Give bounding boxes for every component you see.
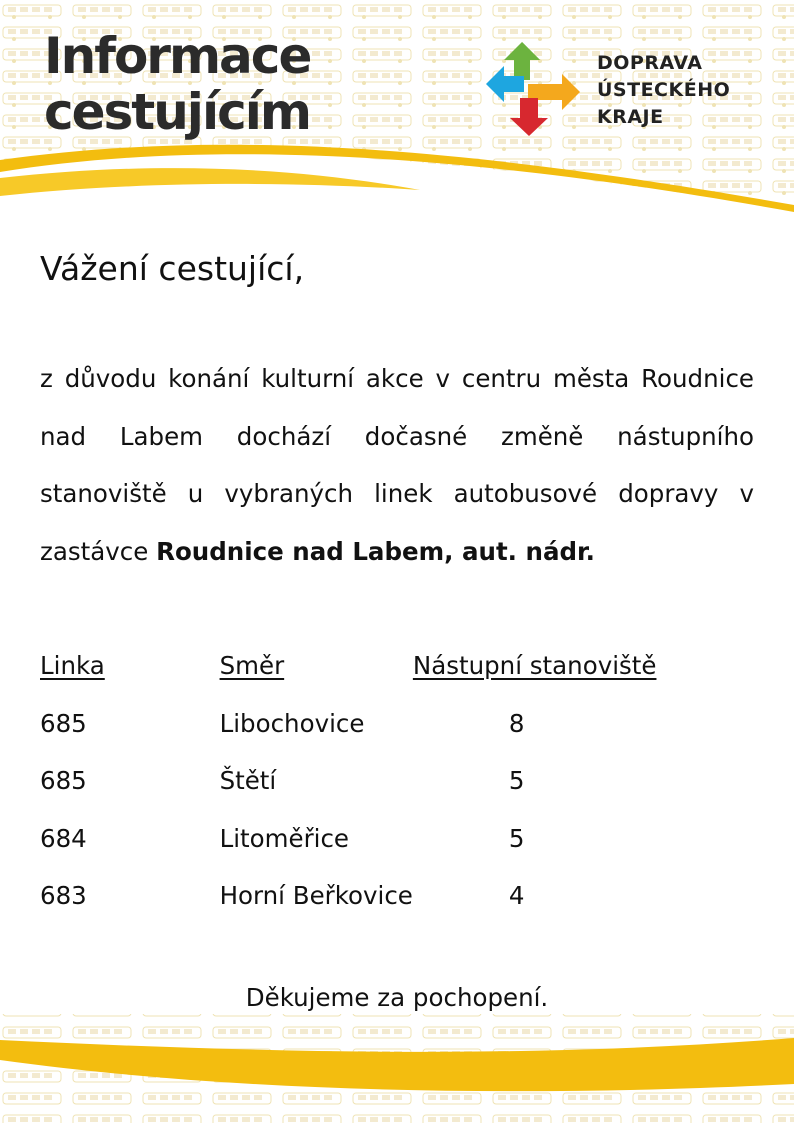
table-row: [40, 810, 794, 868]
doprava-arrows-logo-icon: [484, 40, 584, 136]
cell-line: 683: [40, 881, 87, 911]
cell-line: 685: [40, 708, 87, 738]
notice-text: z důvodu konání kulturní akce v centru města Roudnice nad Labem dochází dočasné změně nástupního stanoviště u vybraných linek autobusové dopravy v zastávce: [40, 364, 754, 566]
cell-direction: Libochovice: [219, 708, 365, 738]
platform-change-table: [40, 637, 794, 925]
greeting: Vážení cestující,: [40, 249, 305, 288]
cell-stand: 8: [508, 708, 525, 738]
cell-direction: Štětí: [219, 766, 277, 796]
table-row: [40, 867, 794, 925]
header-direction: Směr: [219, 651, 285, 681]
header-stand: Nástupní stanoviště: [412, 651, 657, 681]
notice-paragraph: [40, 350, 754, 580]
footer-swoosh-graphic: [0, 1000, 794, 1123]
cell-direction: Litoměřice: [219, 823, 349, 853]
table-header-row: [40, 637, 794, 695]
table-row: [40, 695, 794, 753]
doprava-logo-text: [597, 50, 730, 131]
cell-stand: 4: [508, 881, 525, 911]
footer-background: [0, 1000, 794, 1123]
logo-line-3: KRAJE: [597, 106, 664, 128]
cell-line: 684: [40, 823, 87, 853]
title-line-1: Informace: [44, 27, 311, 85]
cell-line: 685: [40, 766, 87, 796]
logo-line-2: ÚSTECKÉHO: [597, 79, 731, 101]
page-title: [44, 28, 310, 140]
title-line-2: cestujícím: [44, 83, 310, 141]
cell-stand: 5: [508, 766, 525, 796]
table-row: [40, 752, 794, 810]
header-line: Linka: [40, 651, 105, 681]
cell-direction: Horní Beřkovice: [219, 881, 413, 911]
thanks-text: Děkujeme za pochopení.: [245, 983, 549, 1012]
logo-line-1: DOPRAVA: [597, 52, 703, 74]
notice-stop-name: Roudnice nad Labem, aut. nádr.: [156, 536, 595, 566]
cell-stand: 5: [508, 823, 525, 853]
